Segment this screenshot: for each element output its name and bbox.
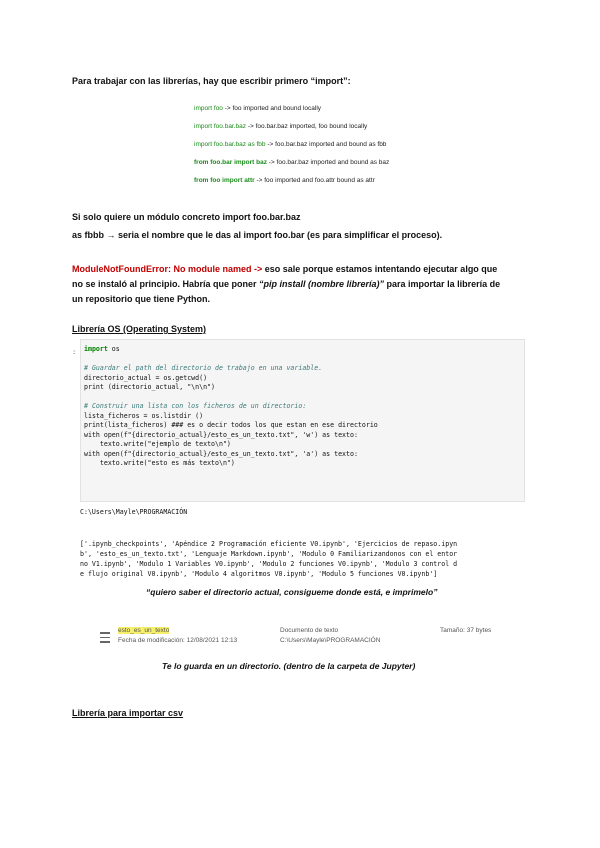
intro-text: Para trabajar con las librerías, hay que escribir primero “import”: [72,76,351,86]
code-line: with open(f"{directorio_actual}/esto_es_un_texto.txt", 'a') as texto: [84,449,358,458]
section-heading-csv: Librería para importar csv [72,708,184,718]
import-keyword: from foo import attr [194,177,255,184]
code-text: os [107,345,120,353]
code-line: texto.write("ejemplo de texto\n") [84,440,231,448]
file-modified: Fecha de modificación: 12/08/2021 12:13 [118,637,238,644]
caption-current-directory: “quiero saber el directorio actual, consigueme donde está, e imprimelo” [146,587,438,597]
code-comment: # Construir una lista con los ficheros de un directorio: [84,402,307,410]
code-line: texto.write("esto es más texto\n") [84,459,235,467]
output-path: C:\Users\Mayle\PROGRAMACIÓN [80,508,188,516]
error-paragraph-line2 [72,277,500,292]
code-comment: # Guardar el path del directorio de trabajo en una variable. [84,364,323,372]
file-name-text: esto_es_un_texto [118,627,170,634]
import-example [194,158,424,176]
output-line: no V1.ipynb', 'Modulo 1 Variables V0.ipynb', 'Modulo 2 funciones V0.ipynb', 'Modulo 3 control d [80,560,458,568]
code-line: print(lista_ficheros) ### es o decir todos los que estan en ese directorio [84,421,378,429]
section-heading-os: Librería OS (Operating System) [72,324,207,334]
error-line2b: para importar la librería de [384,279,501,289]
import-examples [194,104,424,194]
import-example [194,104,424,122]
import-description: -> foo.bar.baz imported and bound as baz [266,159,390,166]
import-example [194,140,424,158]
import-keyword: import foo [194,105,223,112]
file-explorer-row[interactable] [100,627,510,653]
error-text: eso sale porque estamos intentando ejecutar algo que [262,264,498,274]
file-location: C:\Users\Mayle\PROGRAMACIÓN [280,637,381,644]
import-example [194,176,424,194]
file-type: Documento de texto [280,627,339,634]
output-line: ['.ipynb_checkpoints', 'Apéndice 2 Programación eficiente V0.ipynb', 'Ejercicios de repaso.ipyn [80,540,458,548]
code-line: lista_ficheros = os.listdir () [84,411,204,420]
code-line: print (directorio_actual, "\n\n") [84,383,216,391]
caption-saved-directory: Te lo guarda en un directorio. (dentro de la carpeta de Jupyter) [162,661,416,671]
code-keyword: import [84,345,108,353]
import-description: -> foo.bar.baz imported, foo bound locally [246,123,368,130]
code-content [84,345,378,469]
file-size: Tamaño: 37 bytes [440,627,492,634]
module-paragraph-line2: as fbbb → seria el nombre que le das al import foo.bar (es para simplificar el proceso). [72,230,443,240]
error-paragraph-line1 [72,262,497,277]
module-paragraph-line1: Si solo quiere un módulo concreto import foo.bar.baz [72,212,301,222]
import-description: -> foo imported and bound locally [222,105,322,112]
error-label: ModuleNotFoundError: No module named -> [72,264,263,274]
pip-command: “pip install (nombre librería)” [259,279,385,289]
import-description: -> foo imported and foo.attr bound as attr [254,177,375,184]
code-line: with open(f"{directorio_actual}/esto_es_un_texto.txt", 'w') as texto: [84,430,358,439]
file-name [118,627,169,634]
error-paragraph-line3: un repositorio que tiene Python. [72,294,211,304]
output-list [80,539,457,579]
code-line: directorio_actual = os.getcwd() [84,373,208,382]
error-line2: no se instaló al principio. Habría que poner [72,279,260,289]
import-description: -> foo.bar.baz imported and bound as fbb [265,141,387,148]
cell-prompt: : [72,348,77,356]
text-file-icon [100,629,111,643]
import-keyword: from foo.bar import baz [194,159,267,166]
import-keyword: import foo.bar.baz [194,123,247,130]
import-example [194,122,424,140]
import-keyword: import foo.bar.baz as fbb [194,141,266,148]
output-line: b', 'esto_es_un_texto.txt', 'Lenguaje Markdown.ipynb', 'Modulo 0 Familiarizandonos con el entor [80,550,458,558]
output-line: e flujo original V0.ipynb', 'Modulo 4 algoritmos V0.ipynb', 'Modulo 5 funciones V0.ipynb'] [80,570,438,578]
